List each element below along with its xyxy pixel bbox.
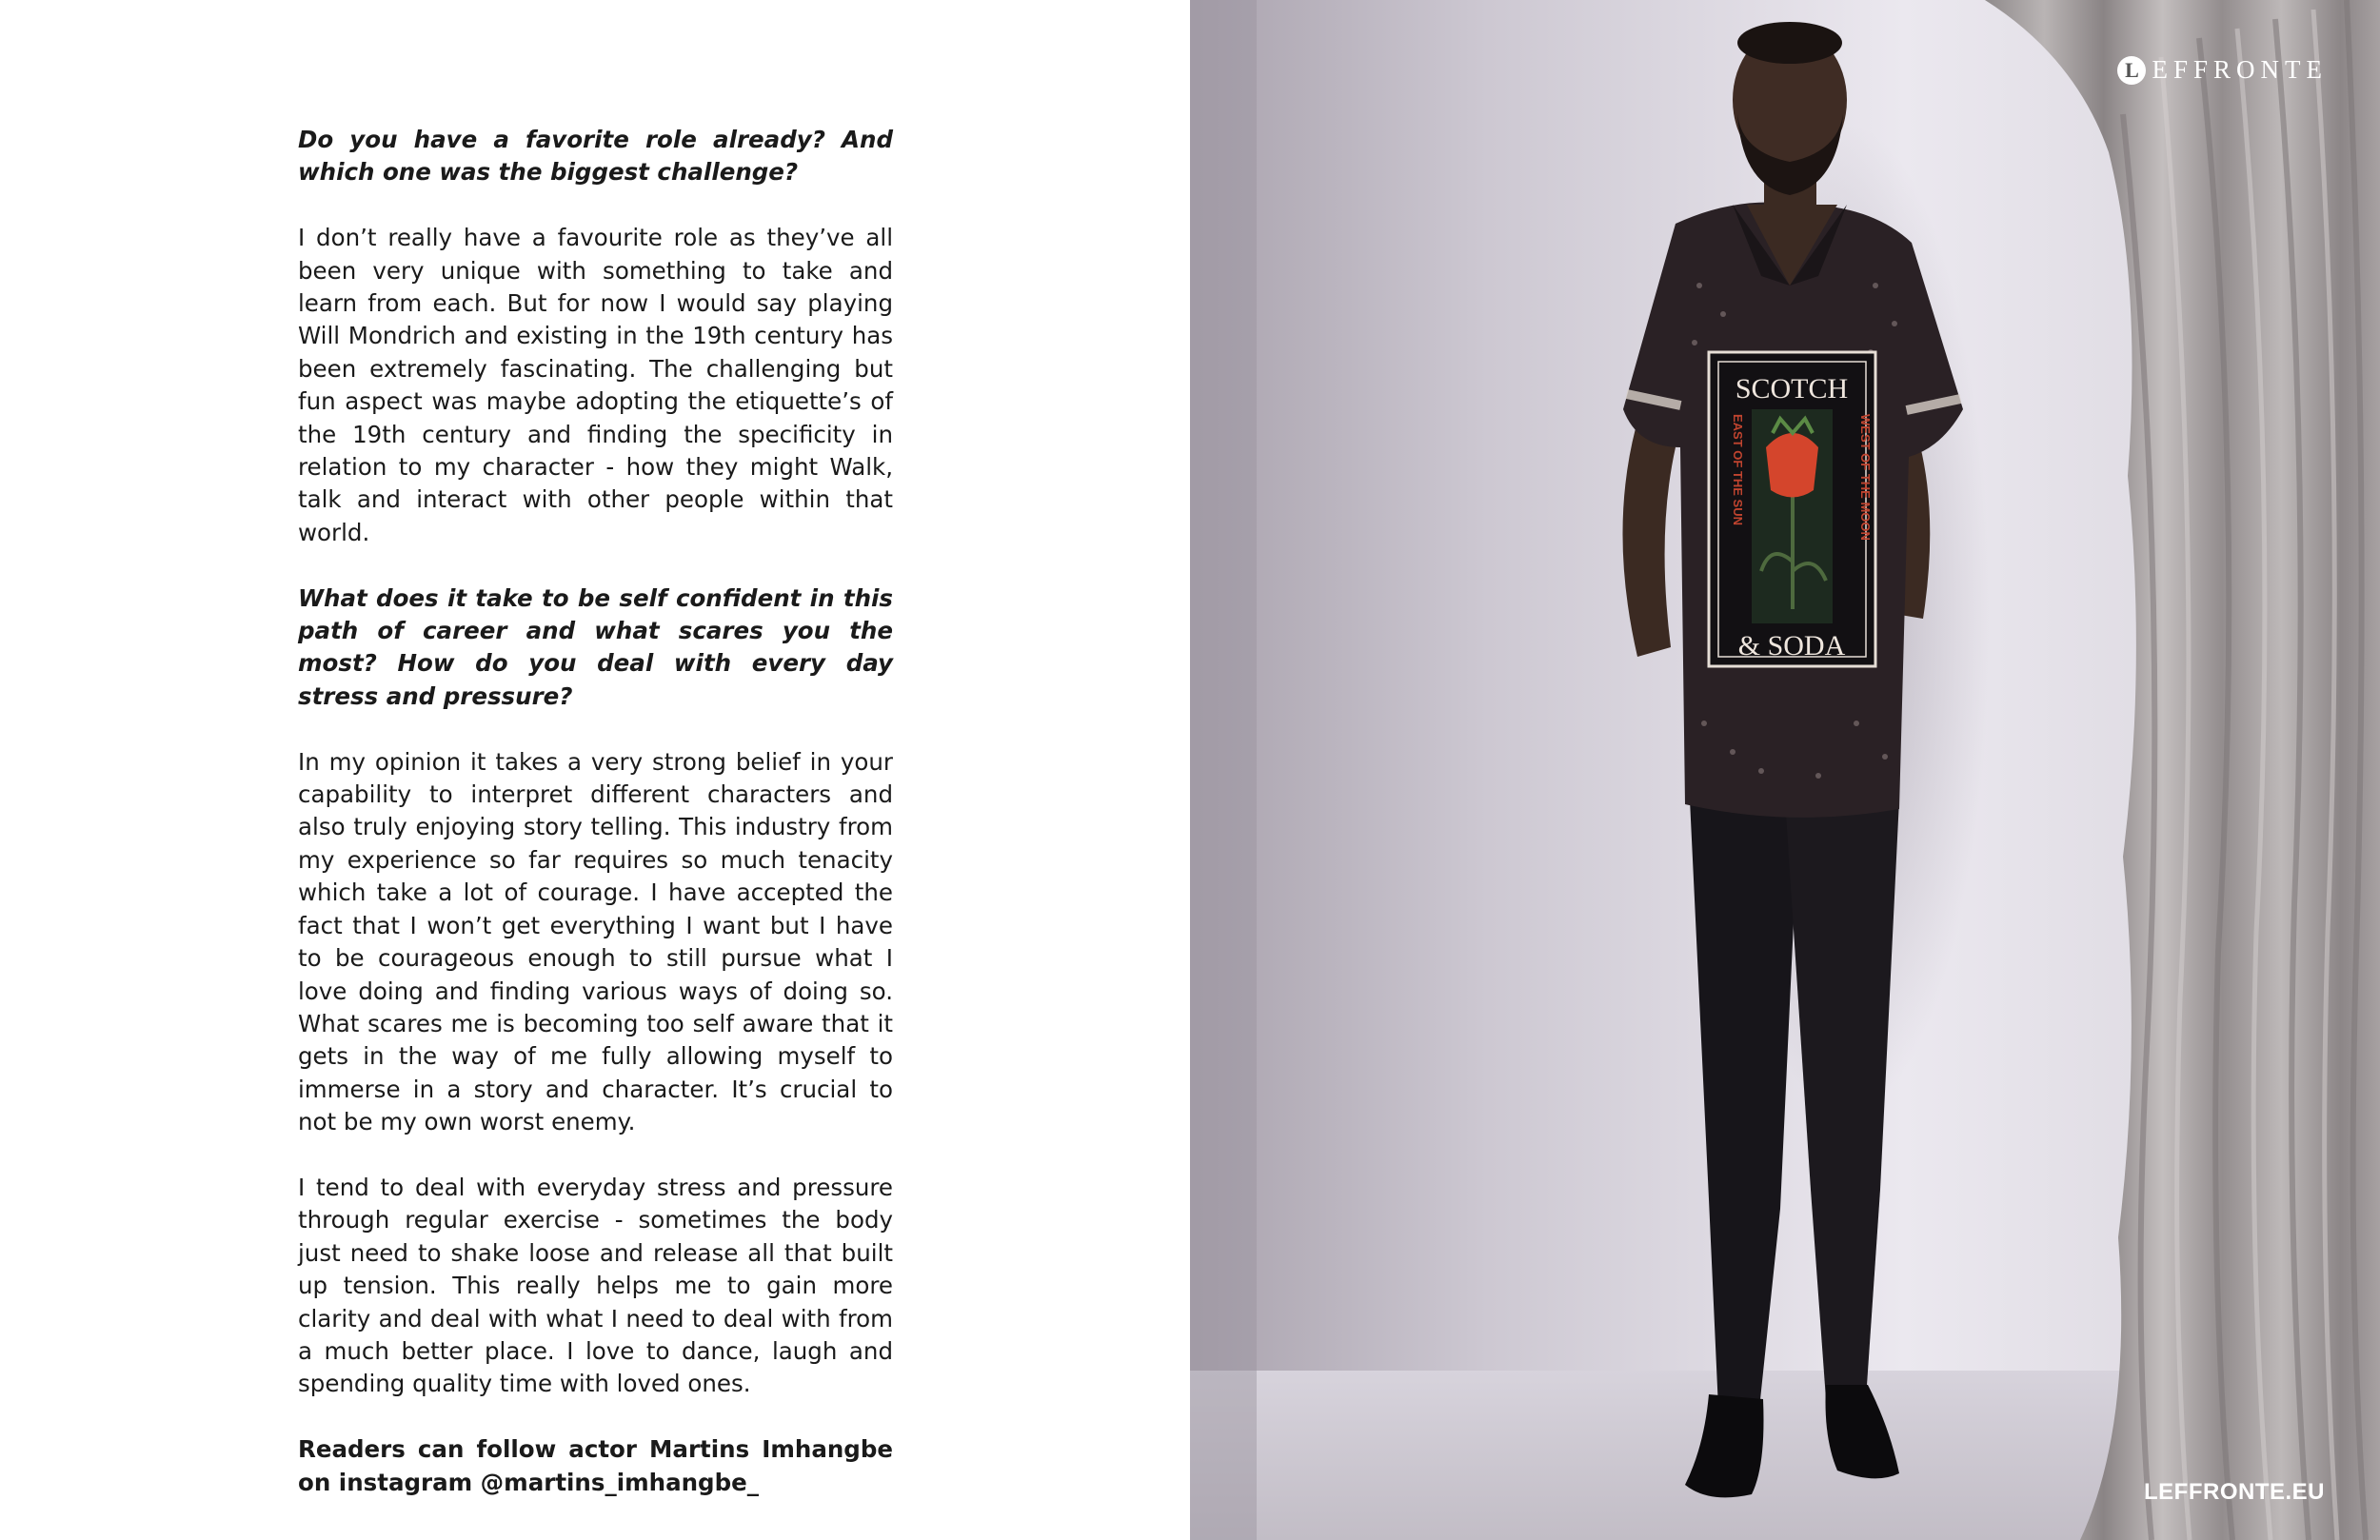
flower-bloom [1766,433,1818,498]
shirt-print-left: EAST OF THE SUN [1731,414,1745,526]
logo-text: EFFRONTE [2152,55,2328,84]
interview-article [298,124,893,1499]
shirt-print-right: WEST OF THE MOON [1858,414,1873,541]
portrait-photo [1190,0,2380,1540]
logo-mark: L [2117,56,2146,85]
question-paragraph: What does it take to be self confident in this path of career and what scares you the most? How do you deal with every day stress and pressure? [298,583,893,710]
photo-page [1190,0,2380,1540]
website-url[interactable]: LEFFRONTE.EU [2144,1479,2325,1505]
shirt-print-top: SCOTCH [1735,373,1849,405]
magazine-logo [2117,55,2328,85]
answer-paragraph: In my opinion it takes a very strong belief in your capability to interpret different characters and also truly enjoying story telling. This industry from my experience so far requires so much tenacity which take a lot of courage. I have accepted the fact that I won’t get everything I want but I have to be courageous enough to still pursue what I love doing and finding various ways of doing so. What scares me is becoming too self aware that it gets in the way of me fully allowing myself to immerse in a story and character. It’s crucial to not be my own worst enemy. [298,747,893,1136]
answer-paragraph: I don’t really have a favourite role as they’ve all been very unique with something to take and learn from each. But for now I would say playing Will Mondrich and existing in the 19th century has been extremely fascinating. The challenging but fun aspect was maybe adopting the etiquette’s of the 19th century and finding the specificity in relation to my character - how they might Walk, talk and interact with other people within that world. [298,224,893,546]
answer-paragraph: I tend to deal with everyday stress and pressure through regular exercise - sometimes the body just need to shake loose and release all that built up tension. This really helps me to gain more clarity and deal with what I need to deal with from a much better place. I love to dance, laugh and spending quality time with loved ones. [298,1173,893,1398]
question-paragraph: Do you have a favorite role already? And which one was the biggest challenge? [298,126,893,187]
follow-instagram-note: Readers can follow actor Martins Imhangbe on instagram @martins_imhangbe_ [298,1435,893,1496]
shirt-print-bottom: & SODA [1737,630,1846,661]
